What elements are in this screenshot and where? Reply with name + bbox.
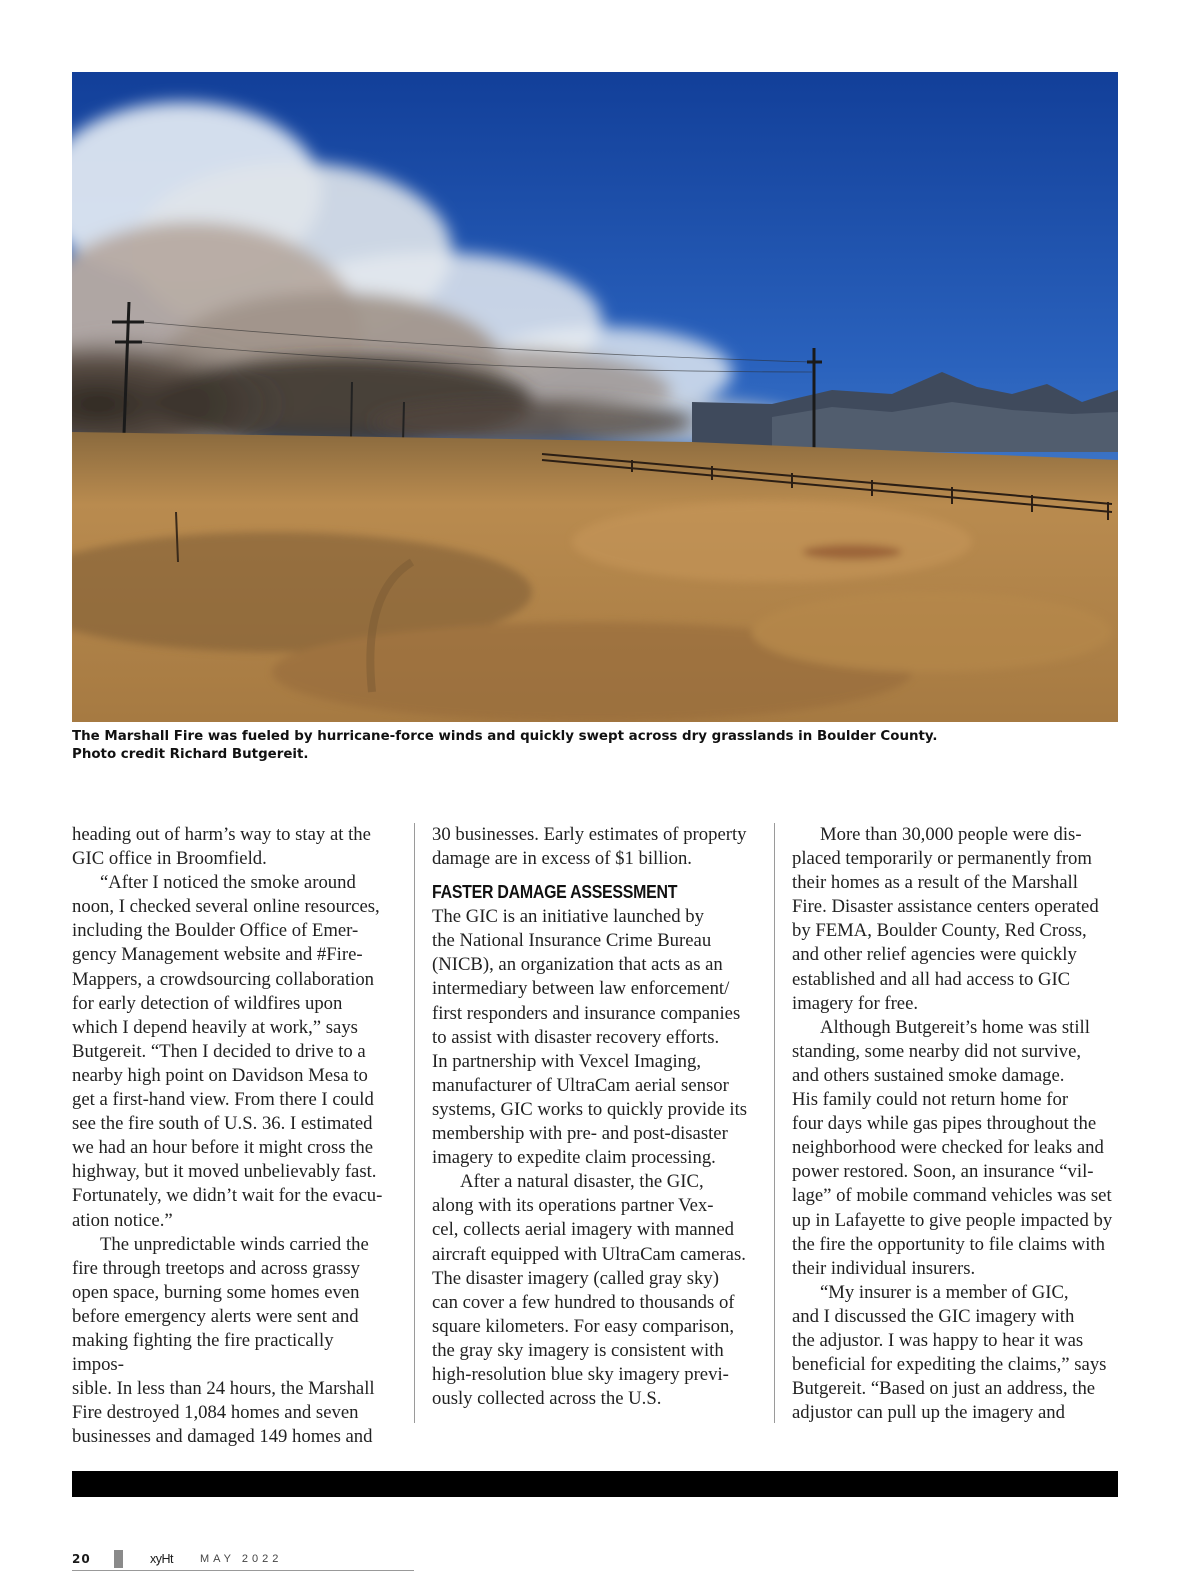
- paragraph: The GIC is an initiative launched by the National Insurance Crime Bureau (NICB), an organization that acts as an intermediary between law enforcement/ first responders and insurance companies to assist with disaster recovery efforts. In partnership with Vexcel Imaging, manufacturer of UltraCam aerial sensor systems, GIC works to quickly provide its membership with pre- and post-disaster imagery to expedite claim processing.: [432, 906, 748, 1169]
- paragraph: Although Butgereit’s home was still standing, some nearby did not survive, and others sustained smoke damage. His family could not return home for four days while gas pipes throughout the neighborhood were checked for leaks and power restored. Soon, an insurance “vil- lage” of mobile command vehicles was set up in Lafayette to give people impacted by the fire the opportunity to file claims with their individual insurers.: [792, 1016, 1113, 1279]
- paragraph: “My insurer is a member of GIC, and I discussed the GIC imagery with the adjustor. I was happy to hear it was beneficial for expediting the claims,” says Butgereit. “Based on just an address, the adjustor can pull up the imagery and: [792, 1281, 1107, 1424]
- caption-line-2: Photo credit Richard Butgereit.: [72, 747, 309, 762]
- column-divider: [774, 823, 775, 1423]
- column-divider: [414, 823, 415, 1423]
- caption-line-1: The Marshall Fire was fueled by hurricane-force winds and quickly swept across dry grasslands in Boulder County.: [72, 729, 938, 744]
- paragraph: More than 30,000 people were dis- placed temporarily or permanently from their homes as a result of the Marshall Fire. Disaster assistance centers operated by FEMA, Boulder County, Red Cross, and other relief agencies were quickly established and all had access to GIC imagery for free.: [792, 824, 1099, 1014]
- page-number: 20: [72, 1552, 91, 1566]
- footer-separator-block: [114, 1550, 123, 1568]
- paragraph: After a natural disaster, the GIC, along with its operations partner Vex- cel, collects aerial imagery with manned aircraft equipped with UltraCam cameras. The disaster imagery (called gray sky) can cover a few hundred to thousands of square kilometers. For easy comparison, the gray sky imagery is consistent with high-resolution blue sky imagery previ- ously collected across the U.S.: [432, 1171, 746, 1410]
- issue-date: MAY 2022: [200, 1553, 283, 1565]
- photo-caption: [72, 728, 1118, 764]
- article-column-1: [72, 823, 390, 1449]
- paragraph: “After I noticed the smoke around noon, I checked several online resources, including the Boulder Office of Emer- gency Management website and #Fire- Mappers, a crowdsourcing collaboration for early detection of wildfires upon which I depend heavily at work,” says Butgereit. “Then I decided to drive to a nearby high point on Davidson Mesa to get a first-hand view. From there I could see the fire south of U.S. 36. I estimated we had an hour before it might cross the highway, but it moved unbelievably fast. Fortunately, we didn’t wait for the evacu- ation notice.”: [72, 872, 383, 1231]
- marshall-fire-photo: [72, 72, 1118, 722]
- section-heading: FASTER DAMAGE ASSESSMENT: [432, 881, 678, 903]
- paragraph: heading out of harm’s way to stay at the GIC office in Broomfield.: [72, 824, 371, 870]
- footer-underline: [72, 1570, 414, 1571]
- paragraph: 30 businesses. Early estimates of property damage are in excess of $1 billion.: [432, 824, 747, 870]
- page-footer: [72, 1550, 414, 1572]
- magazine-name: xyHt: [150, 1552, 173, 1566]
- footer-bar: [72, 1471, 1118, 1497]
- paragraph: The unpredictable winds carried the fire through treetops and across grassy open space, burning some homes even before emergency alerts were sent and making fighting the fire practically impos- sible. In less than 24 hours, the Marshall Fire destroyed 1,084 homes and seven businesses and damaged 149 homes and: [72, 1233, 375, 1448]
- article-column-2: [432, 823, 756, 1411]
- article-column-3: [792, 823, 1120, 1425]
